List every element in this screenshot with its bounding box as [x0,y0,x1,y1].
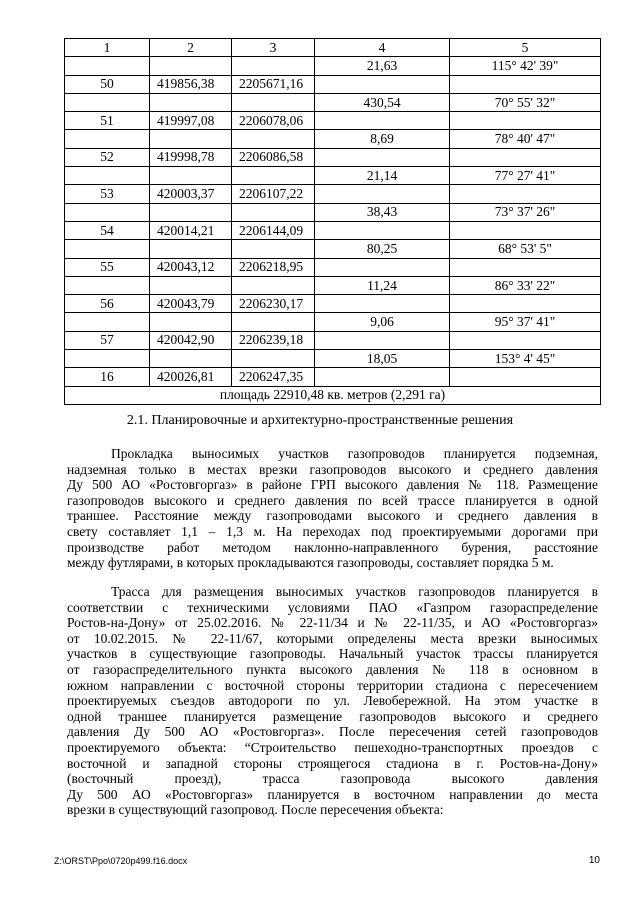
table-cell [315,75,450,93]
table-cell [315,148,450,166]
table-cell [65,93,150,111]
table-cell [315,112,450,130]
text-line: восточной и западной стороны строящегося стадиона в г. Ростов-на-Дону» [67,755,598,771]
text-line: врезки в существующий газопровод. После пересечения объекта: [67,802,444,818]
table-cell: 2206144,09 [232,221,315,239]
table-row [65,258,601,276]
table-row [65,350,601,368]
table-cell: 70° 55' 32" [450,93,601,111]
table-row [65,93,601,111]
text-line: Ду 500 АО «Ростовгоргаз» планируется в восточном направлении до места [67,786,598,802]
table-cell: 153° 4' 45" [450,350,601,368]
area-total: площадь 22910,48 кв. метров (2,291 га) [65,386,601,404]
table-cell: 53 [65,185,150,203]
table-cell: 2206107,22 [232,185,315,203]
table-cell [450,258,601,276]
table-cell: 56 [65,295,150,313]
table-cell: 80,25 [315,240,450,258]
text-line: проектируемых съездов автодороги по ул. Левобережной. На этом участке в [67,693,598,709]
table-cell [315,185,450,203]
footer-file-path: Z:\ORST\Ppo\0720p499.f16.docx [54,856,188,866]
section-heading: 2.1. Планировочные и архитектурно-пространственные решения [126,413,514,428]
table-row [65,185,601,203]
table-cell [450,148,601,166]
table-cell: 95° 37' 41" [450,313,601,331]
table-cell [232,167,315,185]
text-line: траншее. Расстояние между газопроводами высокого и среднего давления в [67,508,598,524]
text-line: от 10.02.2015. № 22-11/67, которыми определены места врезки выносимых [67,630,598,646]
text-line: участков в существующие газопроводы. Начальный участок трассы планируется [67,646,598,662]
text-line: соответствии с техническими условиями ПАО «Газпром газораспределение [67,599,598,615]
text-line: давления Ду 500 АО «Ростовгоргаз». После пересечения сетей газопроводов [67,724,598,740]
table-row [65,112,601,130]
table-cell [450,112,601,130]
table-cell: 21,14 [315,167,450,185]
text-line: южном направлении с восточной стороны территории стадиона с пересечением [67,677,598,693]
table-cell [450,295,601,313]
table-row [65,276,601,294]
table-cell: 2206239,18 [232,331,315,349]
table-cell: 5 [450,39,601,57]
table-row [65,75,601,93]
table-cell: 3 [232,39,315,57]
table-cell: 54 [65,221,150,239]
text-line: (восточный проезд), трасса газопровода высокого давления [67,771,598,787]
table-row [65,295,601,313]
table-header-row [65,39,601,57]
table-cell [150,57,232,75]
table-cell [450,368,601,386]
table-cell: 4 [315,39,450,57]
table-row [65,203,601,221]
table-cell: 419856,38 [150,75,232,93]
table-cell: 57 [65,331,150,349]
table-row [65,148,601,166]
table-cell: 38,43 [315,203,450,221]
text-line: свету составляет 1,1 – 1,3 м. На переходах под проектируемыми дорогами при [67,523,598,539]
table-cell [232,313,315,331]
text-line: производстве работ методом наклонно-направленного бурения, расстояние [67,539,598,555]
table-row [65,57,601,75]
table-cell [315,368,450,386]
table-cell [315,221,450,239]
text-line: одной траншее планируется размещение газопроводов высокого и среднего [67,708,598,724]
table-cell: 2206078,06 [232,112,315,130]
paragraph-1 [67,446,598,571]
table-cell: 420003,37 [150,185,232,203]
table-row [65,313,601,331]
table-cell: 51 [65,112,150,130]
table-cell [232,93,315,111]
table-cell: 8,69 [315,130,450,148]
text-line: между футлярами, в которых прокладываются газопроводы, составляет порядка 5 м. [67,555,554,571]
table-cell [232,130,315,148]
table-cell [232,276,315,294]
table-cell: 86° 33' 22" [450,276,601,294]
table-cell: 1 [65,39,150,57]
coordinates-table [64,38,601,405]
table-cell: 420043,79 [150,295,232,313]
table-cell [232,57,315,75]
table-cell: 18,05 [315,350,450,368]
table-cell [65,167,150,185]
table-cell [65,350,150,368]
table-cell: 115° 42' 39" [450,57,601,75]
table-cell: 52 [65,148,150,166]
table-cell [315,295,450,313]
table-cell: 420042,90 [150,331,232,349]
text-line: Прокладка выносимых участков газопроводов планируется подземная, [111,446,598,461]
table-cell: 2206086,58 [232,148,315,166]
table-cell: 2206230,17 [232,295,315,313]
table-cell [450,221,601,239]
table-cell [65,313,150,331]
text-line: Ду 500 АО «Ростовгоргаз» в районе ГРП высокого давления № 118. Размещение [67,477,598,493]
text-line: надземная только в местах врезки газопроводов высокого и среднего давления [67,461,598,477]
text-line: от газораспределительного пункта высокого давления № 118 в основном в [67,661,598,677]
table-row [65,167,601,185]
table-cell [450,185,601,203]
table-cell: 2 [150,39,232,57]
table-cell [315,258,450,276]
table-cell: 420014,21 [150,221,232,239]
page-number: 10 [588,855,600,866]
table-cell [65,203,150,221]
paragraph-2 [67,584,598,818]
table-cell: 420043,12 [150,258,232,276]
text-line: Трасса для размещения выносимых участков газопроводов планируется в [111,584,598,599]
table-cell: 11,24 [315,276,450,294]
table-row [65,240,601,258]
table-cell: 2205671,16 [232,75,315,93]
table-cell [232,240,315,258]
table-cell [65,130,150,148]
table-cell: 68° 53' 5" [450,240,601,258]
table-cell [150,130,232,148]
table-cell [150,203,232,221]
table-cell: 2206247,35 [232,368,315,386]
text-line: Ростов-на-Дону» от 25.02.2016. № 22-11/34 и № 22-11/35, и АО «Ростовгоргаз» [67,615,598,631]
table-cell [315,331,450,349]
table-cell: 2206218,95 [232,258,315,276]
table-cell [150,276,232,294]
table-cell: 16 [65,368,150,386]
table-area-row [65,386,601,404]
table-row [65,331,601,349]
table-cell: 50 [65,75,150,93]
table-cell: 73° 37' 26" [450,203,601,221]
table-cell [65,276,150,294]
table-cell: 77° 27' 41" [450,167,601,185]
table-cell [450,331,601,349]
table-cell: 21,63 [315,57,450,75]
table-cell [65,240,150,258]
table-row [65,368,601,386]
table-cell [150,313,232,331]
table-cell [232,203,315,221]
table-cell: 420026,81 [150,368,232,386]
table-cell [450,75,601,93]
table-cell [232,350,315,368]
text-line: проектируемого объекта: “Строительство пешеходно-транспортных проездов с [67,739,598,755]
table-cell [150,240,232,258]
table-row [65,221,601,239]
text-line: газопроводов высокого и среднего давления по всей трассе планируется в одной [67,492,598,508]
table-cell: 9,06 [315,313,450,331]
table-cell: 419997,08 [150,112,232,130]
table-body [65,39,601,405]
table-cell [150,93,232,111]
table-cell [150,167,232,185]
table-row [65,130,601,148]
table-cell [150,350,232,368]
table-cell: 430,54 [315,93,450,111]
table-cell: 55 [65,258,150,276]
table-cell: 78° 40' 47" [450,130,601,148]
table-cell [65,57,150,75]
table-cell: 419998,78 [150,148,232,166]
